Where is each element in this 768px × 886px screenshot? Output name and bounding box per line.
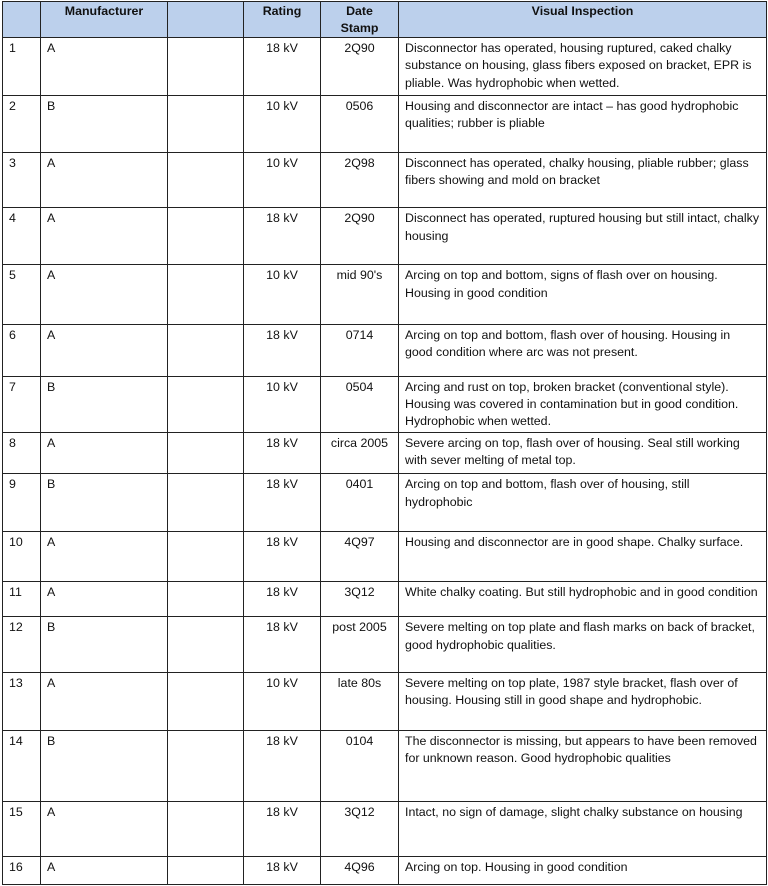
row-number: 3 [3, 152, 41, 208]
date-stamp-cell: 0104 [321, 730, 399, 801]
blank-cell [168, 325, 244, 377]
inspection-cell: Housing and disconnector are intact – has good hydrophobic qualities; rubber is pliable [399, 95, 767, 152]
table-row [3, 38, 767, 96]
table-row [3, 801, 767, 856]
inspection-cell: Arcing on top and bottom, flash over of housing, still hydrophobic [399, 474, 767, 532]
blank-cell [168, 432, 244, 474]
date-stamp-cell: 0504 [321, 376, 399, 432]
row-number: 8 [3, 432, 41, 474]
inspection-cell: Disconnect has operated, ruptured housing but still intact, chalky housing [399, 208, 767, 265]
header-blank [168, 2, 244, 38]
inspection-cell: Intact, no sign of damage, slight chalky substance on housing [399, 801, 767, 856]
date-stamp-cell: 2Q98 [321, 152, 399, 208]
table-row [3, 474, 767, 532]
row-number: 7 [3, 376, 41, 432]
blank-cell [168, 730, 244, 801]
date-stamp-cell: 2Q90 [321, 208, 399, 265]
rating-cell: 10 kV [244, 95, 321, 152]
inspection-cell: The disconnector is missing, but appears to have been removed for unknown reason. Good hydrophobic qualities [399, 730, 767, 801]
date-stamp-cell: 2Q90 [321, 38, 399, 96]
row-number: 5 [3, 265, 41, 325]
rating-cell: 18 kV [244, 432, 321, 474]
table-row [3, 672, 767, 730]
inspection-cell: Disconnect has operated, chalky housing, pliable rubber; glass fibers showing and mold on bracket [399, 152, 767, 208]
rating-cell: 18 kV [244, 38, 321, 96]
inspection-cell: Severe arcing on top, flash over of housing. Seal still working with sever melting of metal top. [399, 432, 767, 474]
manufacturer-cell: A [41, 325, 168, 377]
manufacturer-cell: A [41, 432, 168, 474]
date-stamp-cell: circa 2005 [321, 432, 399, 474]
row-number: 15 [3, 801, 41, 856]
blank-cell [168, 474, 244, 532]
manufacturer-cell: A [41, 208, 168, 265]
rating-cell: 18 kV [244, 856, 321, 885]
table-row [3, 730, 767, 801]
date-stamp-cell: 4Q97 [321, 531, 399, 581]
date-stamp-cell: 0506 [321, 95, 399, 152]
inspection-cell: Severe melting on top plate and flash marks on back of bracket, good hydrophobic qualities. [399, 617, 767, 673]
inspection-cell: Severe melting on top plate, 1987 style bracket, flash over of housing. Housing still in good shape and hydrophobic. [399, 672, 767, 730]
row-number: 4 [3, 208, 41, 265]
blank-cell [168, 376, 244, 432]
table-row [3, 376, 767, 432]
rating-cell: 18 kV [244, 474, 321, 532]
manufacturer-cell: B [41, 617, 168, 673]
date-stamp-cell: 0714 [321, 325, 399, 377]
rating-cell: 10 kV [244, 152, 321, 208]
blank-cell [168, 672, 244, 730]
table-row [3, 531, 767, 581]
manufacturer-cell: A [41, 265, 168, 325]
row-number: 10 [3, 531, 41, 581]
date-stamp-cell: 3Q12 [321, 801, 399, 856]
blank-cell [168, 856, 244, 885]
date-stamp-cell: 4Q96 [321, 856, 399, 885]
inspection-cell: Housing and disconnector are in good shape. Chalky surface. [399, 531, 767, 581]
rating-cell: 10 kV [244, 265, 321, 325]
table-row [3, 95, 767, 152]
date-stamp-cell: 0401 [321, 474, 399, 532]
rating-cell: 18 kV [244, 208, 321, 265]
blank-cell [168, 38, 244, 96]
rating-cell: 18 kV [244, 581, 321, 616]
blank-cell [168, 95, 244, 152]
blank-cell [168, 208, 244, 265]
blank-cell [168, 152, 244, 208]
rating-cell: 10 kV [244, 672, 321, 730]
header-visual-inspection: Visual Inspection [399, 2, 767, 38]
manufacturer-cell: A [41, 581, 168, 616]
rating-cell: 18 kV [244, 531, 321, 581]
rating-cell: 18 kV [244, 801, 321, 856]
header-manufacturer: Manufacturer [41, 2, 168, 38]
manufacturer-cell: A [41, 152, 168, 208]
table-row [3, 581, 767, 616]
row-number: 9 [3, 474, 41, 532]
table-row [3, 265, 767, 325]
row-number: 12 [3, 617, 41, 673]
header-rating: Rating [244, 2, 321, 38]
manufacturer-cell: B [41, 95, 168, 152]
rating-cell: 10 kV [244, 376, 321, 432]
table-row [3, 617, 767, 673]
manufacturer-cell: B [41, 730, 168, 801]
blank-cell [168, 617, 244, 673]
header-date-stamp: Date Stamp [321, 2, 399, 38]
table-row [3, 325, 767, 377]
blank-cell [168, 581, 244, 616]
inspection-cell: White chalky coating. But still hydrophobic and in good condition [399, 581, 767, 616]
rating-cell: 18 kV [244, 617, 321, 673]
inspection-table [2, 1, 767, 885]
date-stamp-cell: post 2005 [321, 617, 399, 673]
manufacturer-cell: A [41, 801, 168, 856]
row-number: 14 [3, 730, 41, 801]
inspection-cell: Disconnector has operated, housing ruptured, caked chalky substance on housing, glass fibers exposed on bracket, EPR is pliable. Was hydrophobic when wetted. [399, 38, 767, 96]
row-number: 6 [3, 325, 41, 377]
inspection-cell: Arcing on top and bottom, signs of flash over on housing. Housing in good condition [399, 265, 767, 325]
row-number: 16 [3, 856, 41, 885]
date-stamp-cell: 3Q12 [321, 581, 399, 616]
row-number: 11 [3, 581, 41, 616]
table-row [3, 856, 767, 885]
manufacturer-cell: A [41, 531, 168, 581]
rating-cell: 18 kV [244, 730, 321, 801]
table-row [3, 152, 767, 208]
manufacturer-cell: A [41, 672, 168, 730]
manufacturer-cell: B [41, 474, 168, 532]
table-row [3, 432, 767, 474]
row-number: 1 [3, 38, 41, 96]
row-number: 13 [3, 672, 41, 730]
blank-cell [168, 265, 244, 325]
table-row [3, 208, 767, 265]
header-no [3, 2, 41, 38]
manufacturer-cell: A [41, 856, 168, 885]
blank-cell [168, 801, 244, 856]
rating-cell: 18 kV [244, 325, 321, 377]
date-stamp-cell: mid 90's [321, 265, 399, 325]
blank-cell [168, 531, 244, 581]
manufacturer-cell: B [41, 376, 168, 432]
row-number: 2 [3, 95, 41, 152]
inspection-cell: Arcing and rust on top, broken bracket (conventional style). Housing was covered in contamination but in good condition. Hydrophobic when wetted. [399, 376, 767, 432]
inspection-cell: Arcing on top and bottom, flash over of housing. Housing in good condition where arc was not present. [399, 325, 767, 377]
header-row [3, 2, 767, 38]
date-stamp-cell: late 80s [321, 672, 399, 730]
manufacturer-cell: A [41, 38, 168, 96]
inspection-cell: Arcing on top. Housing in good condition [399, 856, 767, 885]
